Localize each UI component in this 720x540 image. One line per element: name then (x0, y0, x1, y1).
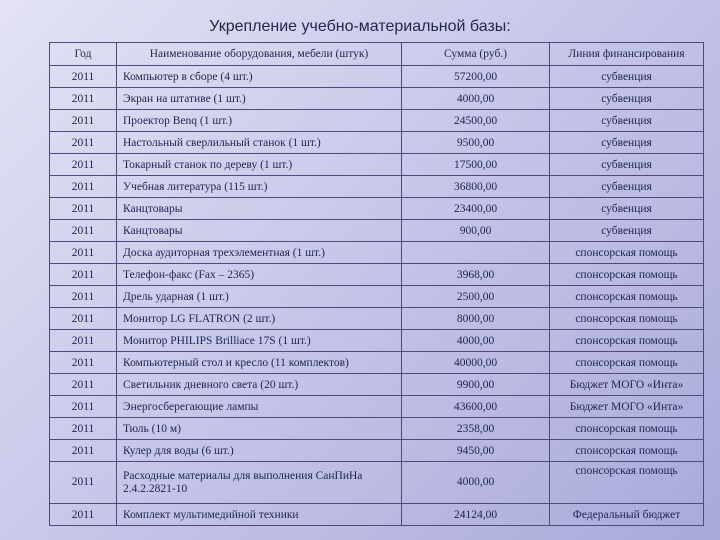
cell-item: Дрель ударная (1 шт.) (117, 286, 402, 308)
cell-sum: 43600,00 (402, 396, 550, 418)
cell-item: Доска аудиторная трехэлементная (1 шт.) (117, 242, 402, 264)
cell-sum: 9900,00 (402, 374, 550, 396)
cell-source: субвенция (550, 132, 704, 154)
cell-item: Настольный сверлильный станок (1 шт.) (117, 132, 402, 154)
table-header-row (50, 43, 704, 66)
cell-source: спонсорская помощь (550, 330, 704, 352)
cell-item: Расходные материалы для выполнения СанПиНа 2.4.2.2821-10 (117, 462, 402, 504)
table-row (50, 66, 704, 88)
cell-item: Учебная литература (115 шт.) (117, 176, 402, 198)
cell-sum: 9500,00 (402, 132, 550, 154)
cell-year: 2011 (50, 132, 117, 154)
cell-source: субвенция (550, 220, 704, 242)
table-row (50, 198, 704, 220)
table-row (50, 132, 704, 154)
table-row (50, 374, 704, 396)
cell-sum: 57200,00 (402, 66, 550, 88)
cell-source: субвенция (550, 198, 704, 220)
cell-source: спонсорская помощь (550, 286, 704, 308)
table-row (50, 220, 704, 242)
cell-year: 2011 (50, 242, 117, 264)
cell-sum: 9450,00 (402, 440, 550, 462)
cell-item: Монитор LG FLATRON (2 шт.) (117, 308, 402, 330)
cell-source: спонсорская помощь (550, 264, 704, 286)
table-body (50, 66, 704, 526)
table-row (50, 154, 704, 176)
cell-item: Компьютер в сборе (4 шт.) (117, 66, 402, 88)
table-row (50, 352, 704, 374)
cell-sum: 4000,00 (402, 462, 550, 504)
cell-source: Бюджет МОГО «Инта» (550, 396, 704, 418)
table-row (50, 330, 704, 352)
cell-source: субвенция (550, 110, 704, 132)
header-year: Год (50, 43, 117, 66)
cell-sum: 24124,00 (402, 504, 550, 526)
table-row (50, 440, 704, 462)
cell-sum: 36800,00 (402, 176, 550, 198)
table-row (50, 418, 704, 440)
cell-sum: 4000,00 (402, 88, 550, 110)
cell-item: Канцтовары (117, 220, 402, 242)
cell-sum: 17500,00 (402, 154, 550, 176)
cell-year: 2011 (50, 418, 117, 440)
table-row (50, 396, 704, 418)
cell-year: 2011 (50, 88, 117, 110)
cell-source: спонсорская помощь (550, 352, 704, 374)
cell-year: 2011 (50, 286, 117, 308)
cell-sum: 4000,00 (402, 330, 550, 352)
cell-source: субвенция (550, 154, 704, 176)
cell-year: 2011 (50, 374, 117, 396)
cell-year: 2011 (50, 110, 117, 132)
cell-sum: 23400,00 (402, 198, 550, 220)
table-row (50, 462, 704, 504)
header-item: Наименование оборудования, мебели (штук) (117, 43, 402, 66)
cell-source: спонсорская помощь (550, 242, 704, 264)
table-row (50, 88, 704, 110)
page-title: Укрепление учебно-материальной базы: (209, 18, 511, 35)
cell-year: 2011 (50, 154, 117, 176)
cell-item: Канцтовары (117, 198, 402, 220)
cell-item: Токарный станок по дереву (1 шт.) (117, 154, 402, 176)
cell-year: 2011 (50, 220, 117, 242)
table-row (50, 176, 704, 198)
cell-year: 2011 (50, 462, 117, 504)
cell-year: 2011 (50, 330, 117, 352)
cell-source: субвенция (550, 66, 704, 88)
cell-item: Светильник дневного света (20 шт.) (117, 374, 402, 396)
cell-year: 2011 (50, 198, 117, 220)
cell-sum: 8000,00 (402, 308, 550, 330)
cell-item: Проектор Benq (1 шт.) (117, 110, 402, 132)
cell-item: Энергосберегающие лампы (117, 396, 402, 418)
cell-item: Компьютерный стол и кресло (11 комплектов) (117, 352, 402, 374)
cell-item: Монитор PHILIPS Brilliace 17S (1 шт.) (117, 330, 402, 352)
cell-item: Телефон-факс (Fax – 2365) (117, 264, 402, 286)
cell-sum: 40000,00 (402, 352, 550, 374)
cell-source: Федеральный бюджет (550, 504, 704, 526)
cell-year: 2011 (50, 440, 117, 462)
cell-sum: 2358,00 (402, 418, 550, 440)
cell-sum: 2500,00 (402, 286, 550, 308)
cell-source: спонсорская помощь (550, 440, 704, 462)
cell-source: спонсорская помощь (550, 418, 704, 440)
cell-item: Тюль (10 м) (117, 418, 402, 440)
cell-year: 2011 (50, 264, 117, 286)
cell-year: 2011 (50, 66, 117, 88)
cell-year: 2011 (50, 308, 117, 330)
cell-source: Бюджет МОГО «Инта» (550, 374, 704, 396)
cell-sum: 3968,00 (402, 264, 550, 286)
cell-year: 2011 (50, 504, 117, 526)
cell-source: спонсорская помощь (550, 462, 704, 504)
cell-item: Экран на штативе (1 шт.) (117, 88, 402, 110)
table-row (50, 286, 704, 308)
cell-year: 2011 (50, 176, 117, 198)
table-row (50, 242, 704, 264)
cell-source: субвенция (550, 176, 704, 198)
table-row (50, 504, 704, 526)
table-row (50, 308, 704, 330)
table-row (50, 110, 704, 132)
cell-year: 2011 (50, 396, 117, 418)
cell-item: Кулер для воды (6 шт.) (117, 440, 402, 462)
header-sum: Сумма (руб.) (402, 43, 550, 66)
cell-sum: 24500,00 (402, 110, 550, 132)
cell-year: 2011 (50, 352, 117, 374)
cell-source: субвенция (550, 88, 704, 110)
table-row (50, 264, 704, 286)
header-source: Линия финансирования (550, 43, 704, 66)
funding-table (49, 42, 704, 526)
cell-sum: 900,00 (402, 220, 550, 242)
cell-sum (402, 242, 550, 264)
cell-source: спонсорская помощь (550, 308, 704, 330)
cell-item: Комплект мультимедийной техники (117, 504, 402, 526)
